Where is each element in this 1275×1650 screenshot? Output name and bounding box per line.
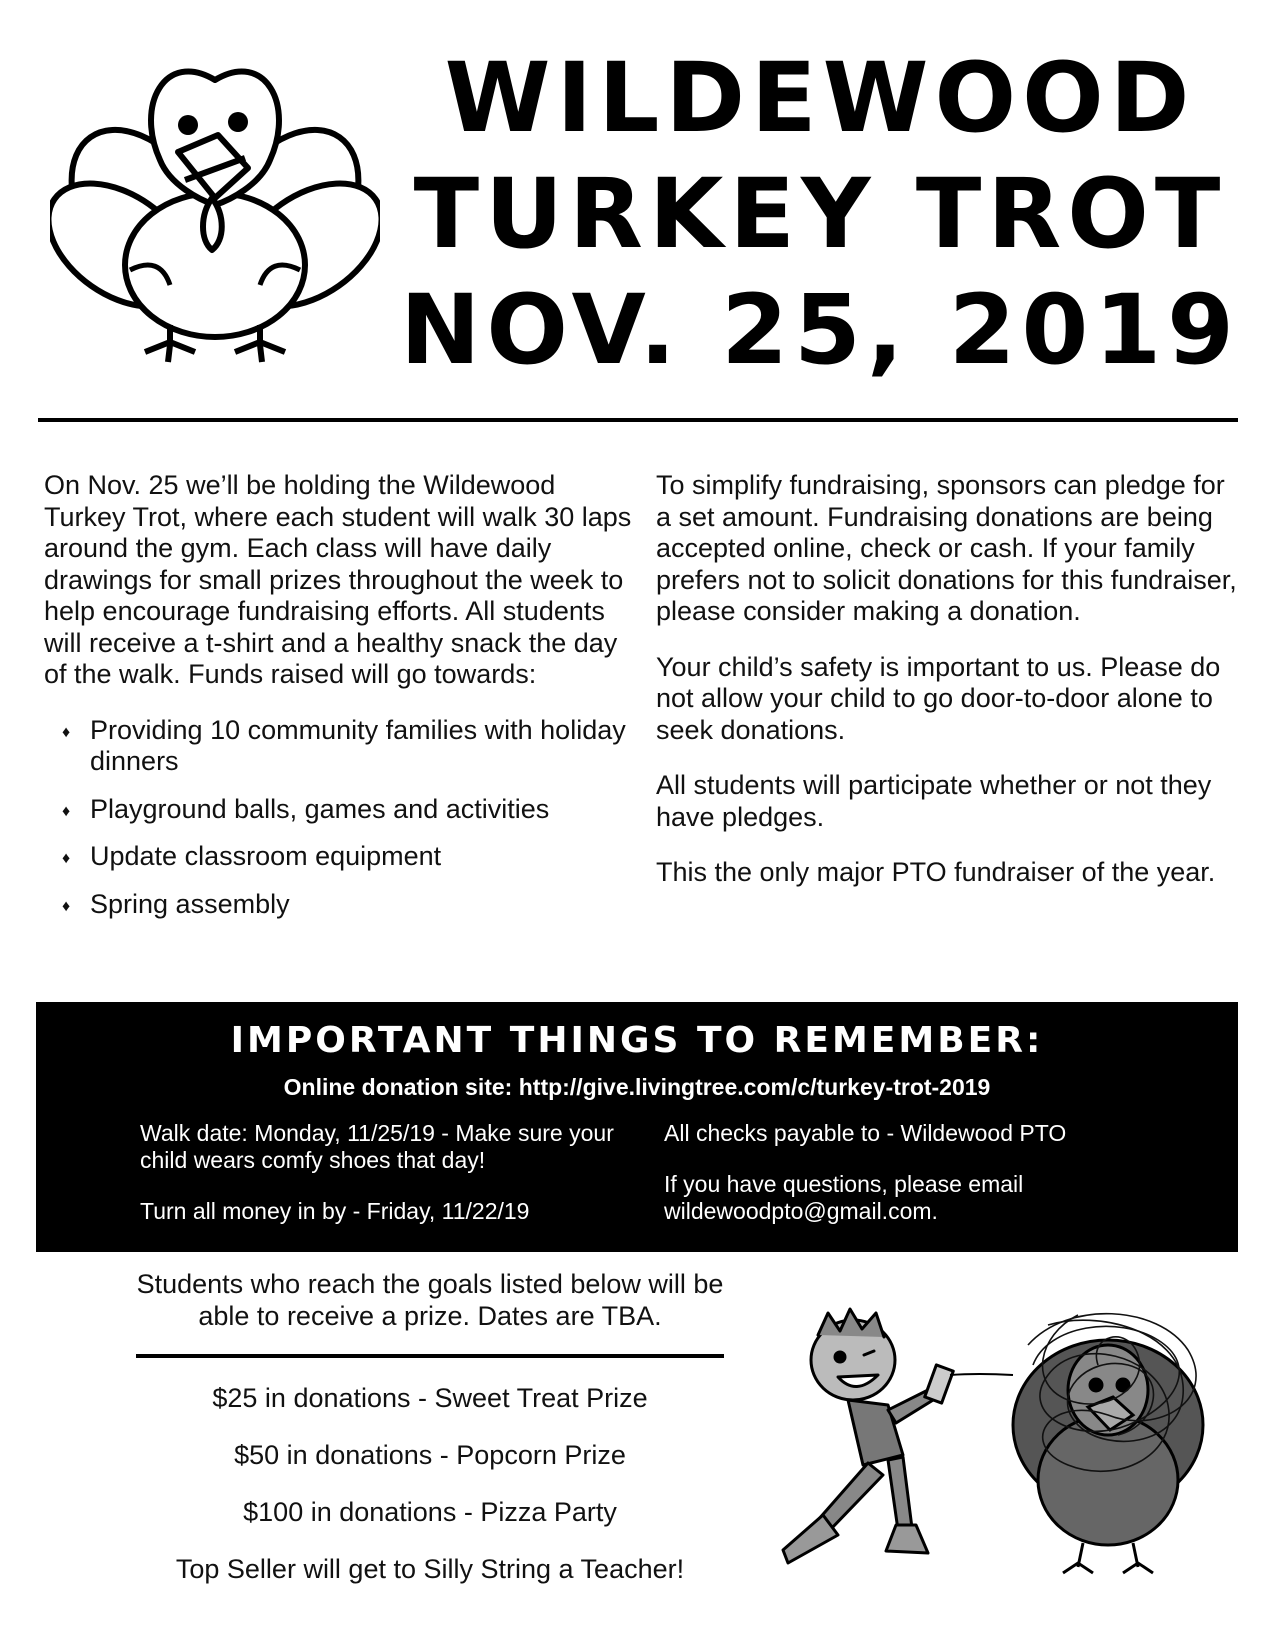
goal-item: $100 in donations - Pizza Party — [243, 1497, 617, 1527]
right-column — [656, 470, 1241, 913]
list-item-text: Update classroom equipment — [90, 841, 442, 871]
reminders-right — [664, 1120, 1184, 1249]
funds-list — [44, 715, 634, 921]
reminders-left — [140, 1120, 630, 1249]
title-line-2: TURKEY TROT — [413, 158, 1227, 270]
questions-email-text[interactable]: If you have questions, please email wildewoodpto@gmail.com. — [664, 1171, 1024, 1224]
goal-item: Top Seller will get to Silly String a Teacher! — [175, 1554, 685, 1584]
goal-item: $50 in donations - Popcorn Prize — [234, 1440, 626, 1470]
diamond-bullet-icon: ♦ — [62, 723, 71, 741]
title-line-1: WILDEWOOD — [444, 42, 1196, 154]
money-due-text: Turn all money in by - Friday, 11/22/19 — [140, 1198, 530, 1224]
intro-paragraph: On Nov. 25 we’ll be holding the Wildewood Turkey Trot, where each student will walk 30 laps around the gym. Each class will have daily drawings for small prizes throughout the week to help encourage fundraising efforts. All students will receive a t-shirt and a healthy snack the day of the walk. Funds raised will go towards: — [44, 470, 632, 689]
goals-list — [130, 1380, 730, 1608]
list-item — [44, 794, 634, 826]
diamond-bullet-icon: ♦ — [62, 897, 71, 915]
reminders-box — [36, 1002, 1238, 1252]
goals-divider — [136, 1354, 724, 1358]
pledge-paragraph: To simplify fundraising, sponsors can pledge for a set amount. Fundraising donations are being accepted online, check or cash. If your family prefers not to solicit donations for this fundraiser, please consider making a donation. — [656, 470, 1237, 626]
reminders-title: IMPORTANT THINGS TO REMEMBER: — [230, 1020, 1044, 1061]
diamond-bullet-icon: ♦ — [62, 802, 71, 820]
list-item — [44, 715, 634, 778]
list-item — [44, 841, 634, 873]
turkey-cartoon-icon — [50, 40, 380, 370]
left-column — [44, 470, 634, 936]
list-item-text: Providing 10 community families with holiday dinners — [90, 714, 626, 776]
goal-item: $25 in donations - Sweet Treat Prize — [212, 1383, 648, 1413]
list-item-text: Spring assembly — [90, 888, 290, 919]
participation-paragraph: All students will participate whether or not they have pledges. — [656, 770, 1212, 832]
donation-site-link[interactable]: Online donation site: http://give.livingtree.com/c/turkey-trot-2019 — [283, 1074, 991, 1100]
list-item-text: Playground balls, games and activities — [90, 793, 550, 824]
title-line-3: NOV. 25, 2019 — [400, 274, 1240, 386]
goals-intro: Students who reach the goals listed below will be able to receive a prize. Dates are TBA. — [136, 1269, 724, 1331]
list-item — [44, 889, 634, 921]
checks-payable-text: All checks payable to - Wildewood PTO — [664, 1120, 1067, 1146]
header-divider — [38, 418, 1238, 422]
walk-date-text: Walk date: Monday, 11/25/19 - Make sure your child wears comfy shoes that day! — [140, 1120, 614, 1173]
major-fundraiser-paragraph: This the only major PTO fundraiser of the year. — [656, 857, 1216, 887]
diamond-bullet-icon: ♦ — [62, 850, 71, 867]
safety-paragraph: Your child’s safety is important to us. Please do not allow your child to go door-to-door alone to seek donations. — [656, 651, 1221, 745]
boy-silly-string-turkey-icon — [778, 1305, 1218, 1585]
page-title — [400, 40, 1240, 388]
